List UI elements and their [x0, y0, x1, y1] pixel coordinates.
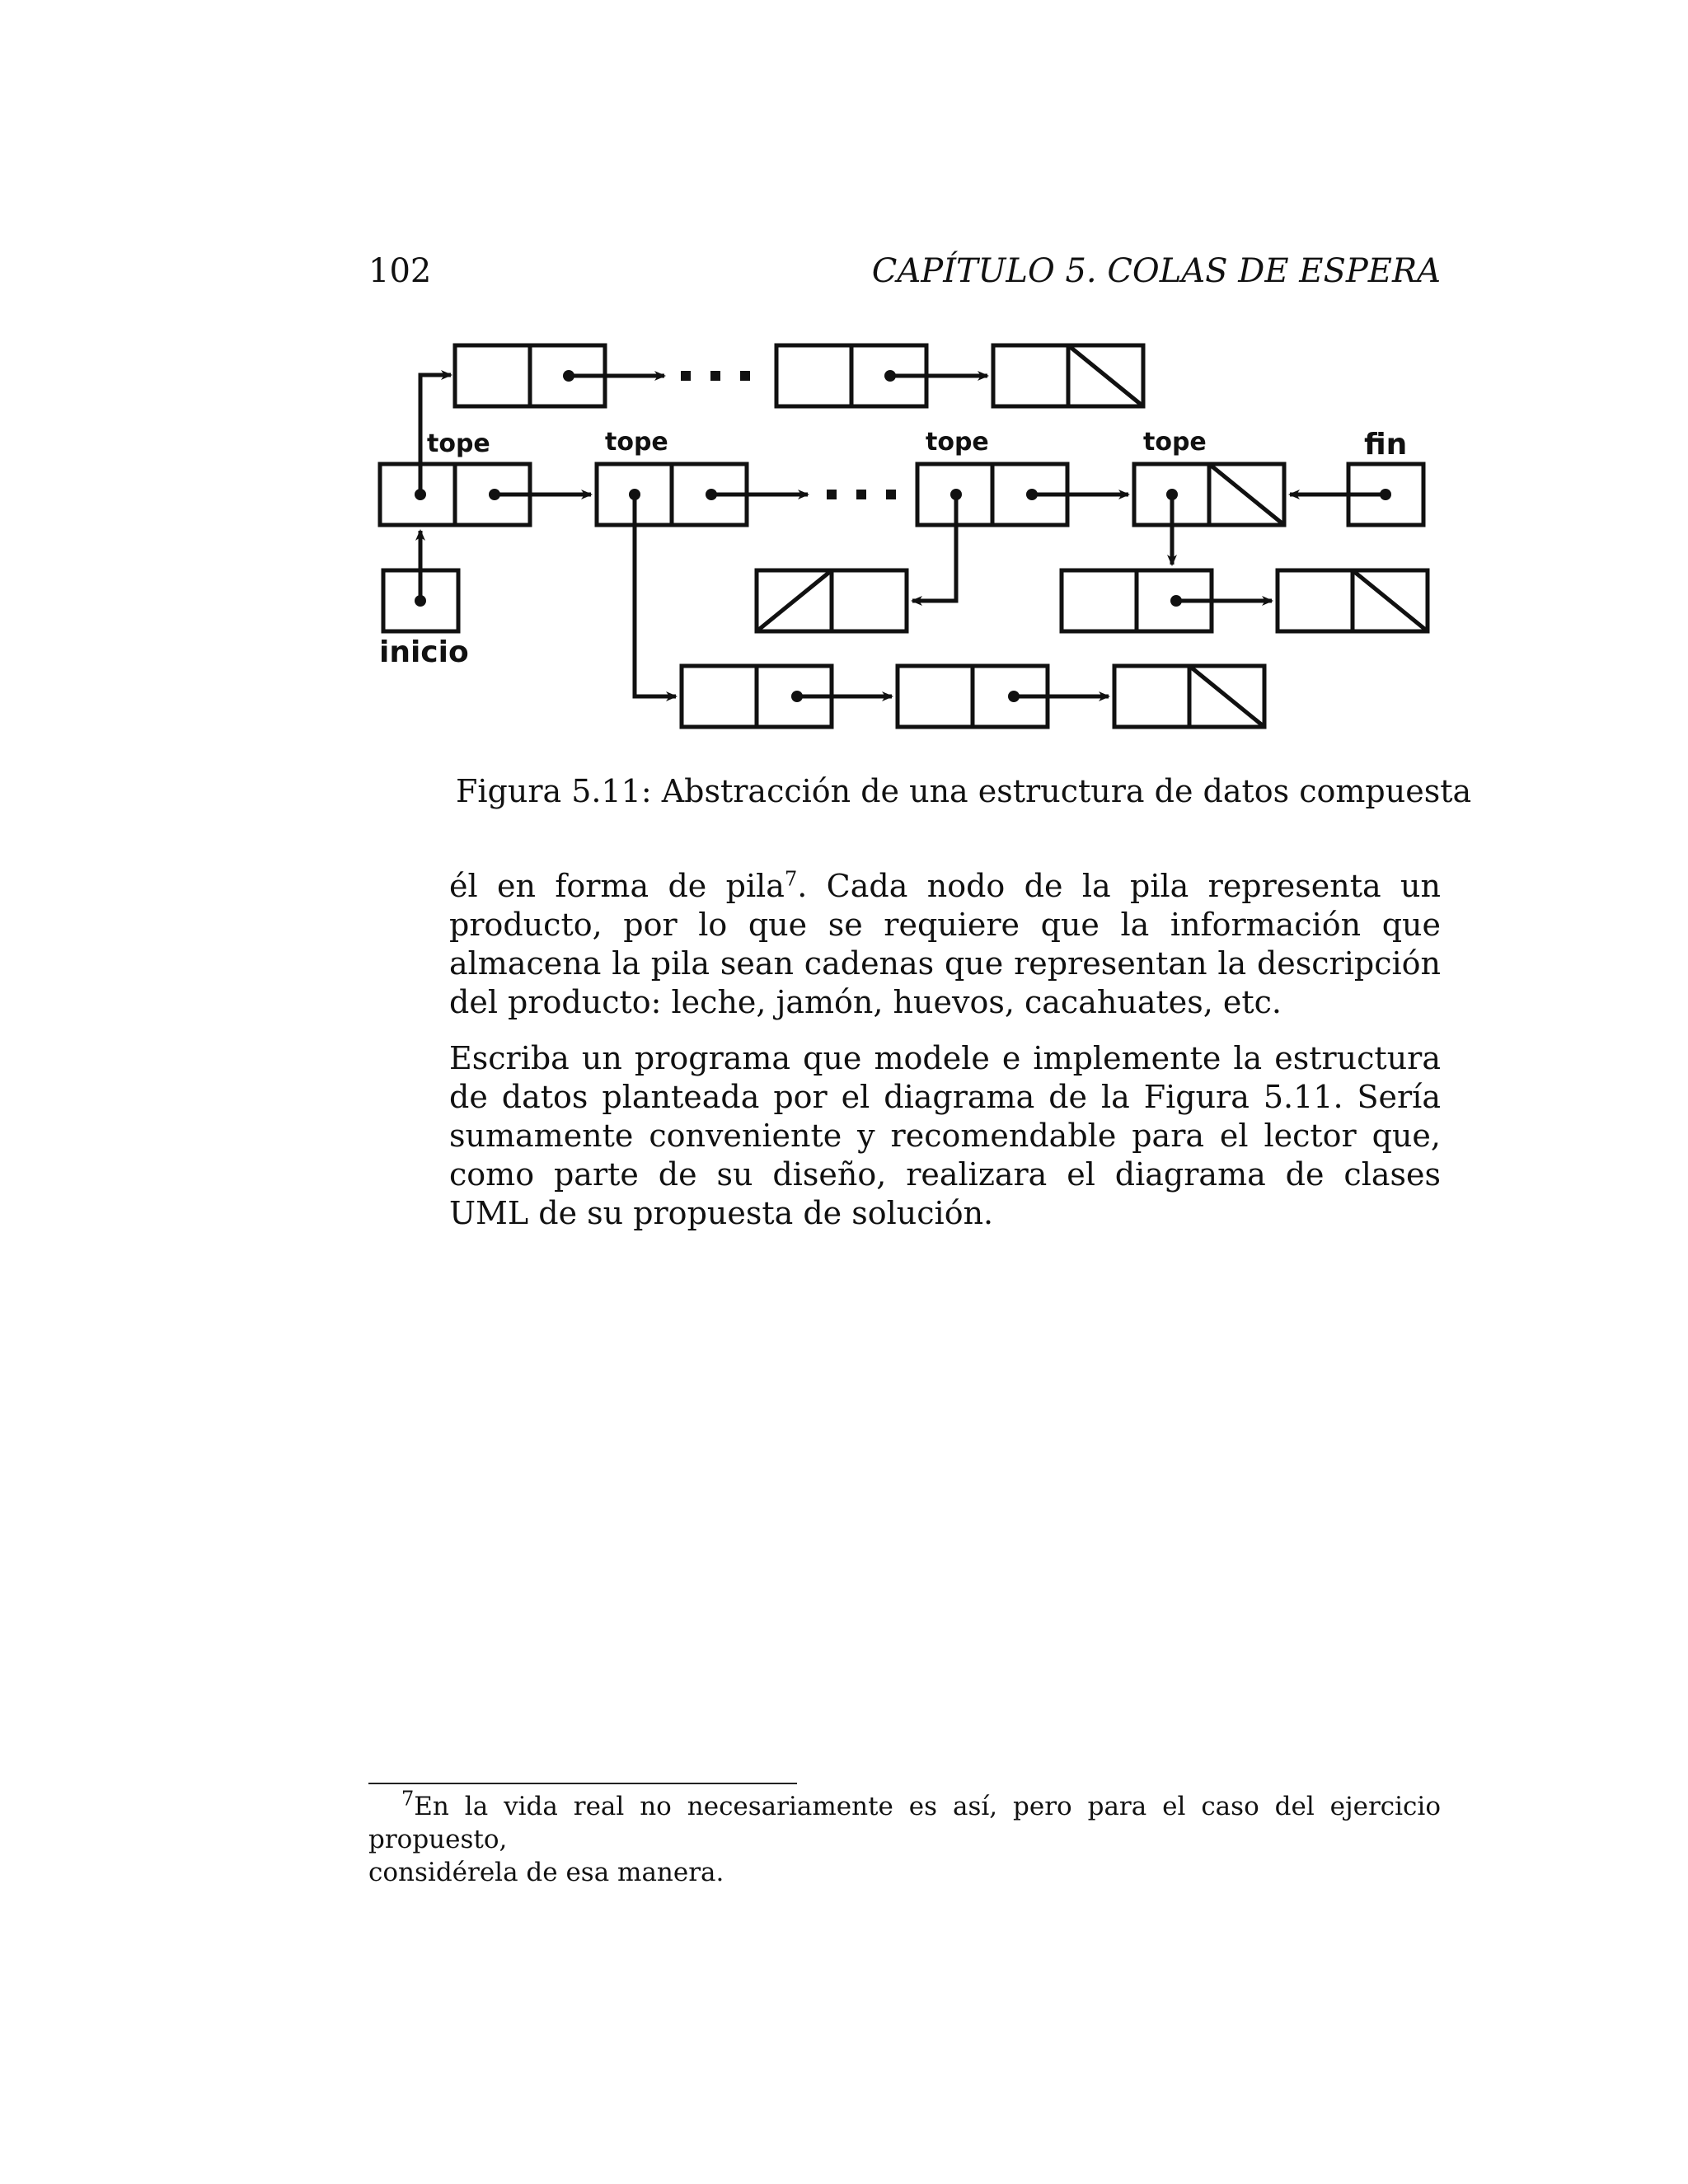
tope-label-3: tope — [926, 428, 989, 457]
footnote-line-2: considérela de esa manera. — [368, 1858, 724, 1887]
footnote-rule — [368, 1783, 797, 1784]
figure-5-11-diagram — [363, 326, 1451, 738]
node-low-2-null — [1278, 570, 1428, 631]
paragraph-2: Escriba un programa que modele e implemente la estructura de datos planteada por el diagrama de la Figura 5.11. Sería sumamente conveniente y recomendable para el lector que, como parte de su diseño, realizara el diagrama de clases UML de su propuesta de solución. — [449, 1040, 1441, 1231]
footnote-ref: 7 — [784, 867, 798, 891]
footnote-line-1: En la vida real no necesariamente es así, pero para el caso del ejercicio propuesto, — [368, 1792, 1441, 1854]
fin-label: fin — [1364, 428, 1408, 462]
chapter-header: CAPÍTULO 5. COLAS DE ESPERA — [871, 252, 1441, 290]
node-bot-3-null — [1114, 666, 1264, 727]
node-top-3-null — [993, 345, 1143, 406]
figure-caption: Figura 5.11: Abstracción de una estructura de datos compuesta — [456, 773, 1472, 809]
paragraph-1-start: él en forma de pila — [449, 868, 785, 904]
page-number: 102 — [368, 252, 432, 290]
footnote — [368, 1787, 1441, 1889]
tope-label-2: tope — [605, 428, 668, 457]
node-low-null-left — [757, 570, 907, 631]
footnote-mark: 7 — [401, 1787, 415, 1811]
paragraph-1 — [449, 867, 1441, 1022]
tope-label-4: tope — [1143, 428, 1207, 457]
inicio-label: inicio — [379, 635, 469, 669]
tope-label-1: tope — [427, 429, 490, 458]
node-mid-4-null — [1134, 464, 1284, 525]
paragraph-1-rest: . Cada nodo de la pila representa un producto, por lo que se requiere que la información que almacena la pila sean cadenas que representan la descripción del producto: leche, jamón, huevos, cacahuates, etc. — [449, 868, 1441, 1020]
